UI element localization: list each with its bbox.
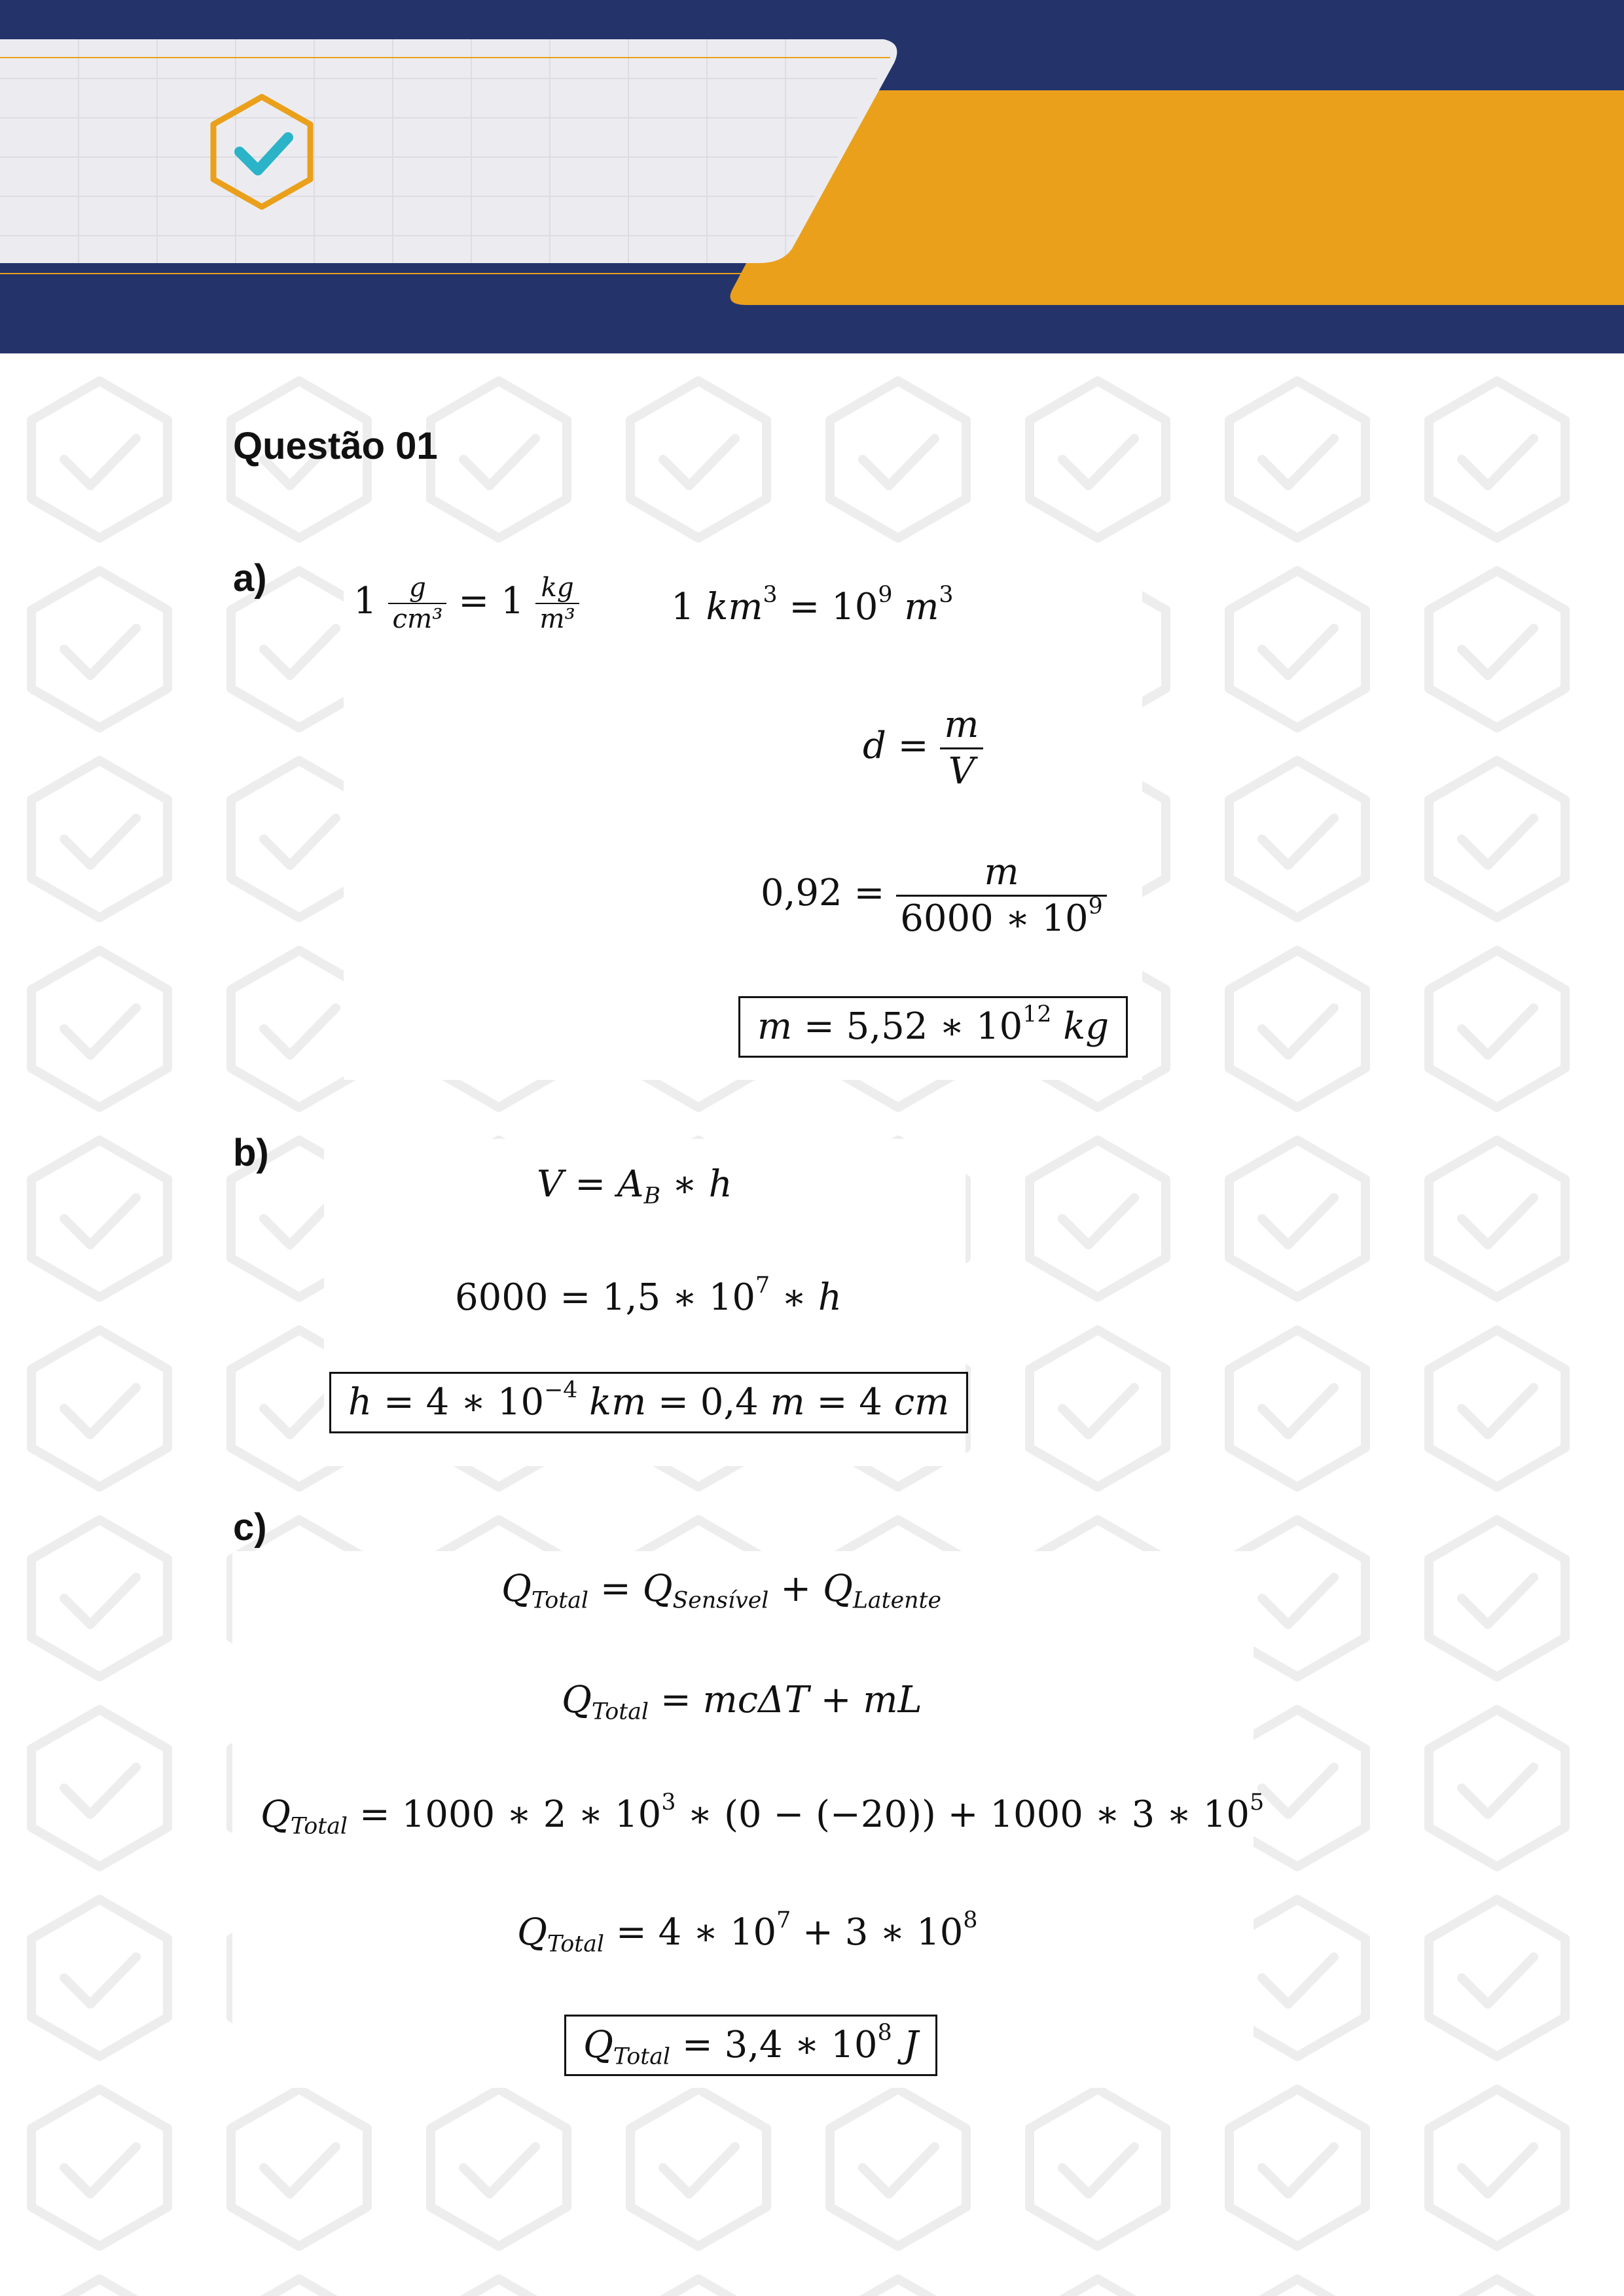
height-result-box: h = 4 ∗ $10^{-4}$ km = 0,4 m = 4 cm: [329, 1372, 968, 1433]
unit-conversion-density: 1 $\frac{g}{\text{cm³}}$ = 1 $\frac{kg}{\text{m³}}$: [353, 575, 579, 633]
mass-result-box: m = 5,52 ∗ $10^{12}$ kg: [738, 996, 1128, 1058]
orange-band: [731, 90, 1624, 305]
volume-formula: $V = A_B$ ∗ h: [537, 1163, 732, 1210]
part-a-label: a): [233, 557, 267, 600]
unit-conversion-volume: 1 $km^3 = 10^9$ $m^3$: [671, 581, 954, 628]
density-substitution: 0,92 = $\frac{m}{6000 ∗ 10^9}$: [761, 854, 1107, 937]
part-b-label: b): [233, 1132, 269, 1174]
header-banner: [0, 0, 1624, 353]
heat-expanded-formula: $Q_{Total} = mc\Delta T$ + mL: [562, 1679, 922, 1725]
heat-result-box: $Q_{Total} = 3,4$ ∗ $10^8$ J: [564, 2015, 937, 2076]
question-title: Questão 01: [233, 425, 438, 467]
density-formula: d = $\frac{m}{V}$: [863, 707, 983, 790]
height-substitution: 6000 = 1,5 ∗ $10^7$ ∗ h: [455, 1272, 842, 1319]
part-c-label: c): [233, 1506, 267, 1549]
paper-band: [0, 39, 897, 263]
heat-total-formula: $Q_{Total} = Q_{Sensível} + Q_{Latente}$: [501, 1568, 941, 1614]
heat-substitution: $Q_{Total} = 1000$ ∗ 2 ∗ $10^3$ ∗ (0 − (−20)) + 1000 ∗ 3 ∗ $10^5$: [261, 1789, 1265, 1840]
heat-partial-sum: $Q_{Total} = 4$ ∗ $10^7 + 3$ ∗ $10^8$: [517, 1907, 978, 1958]
